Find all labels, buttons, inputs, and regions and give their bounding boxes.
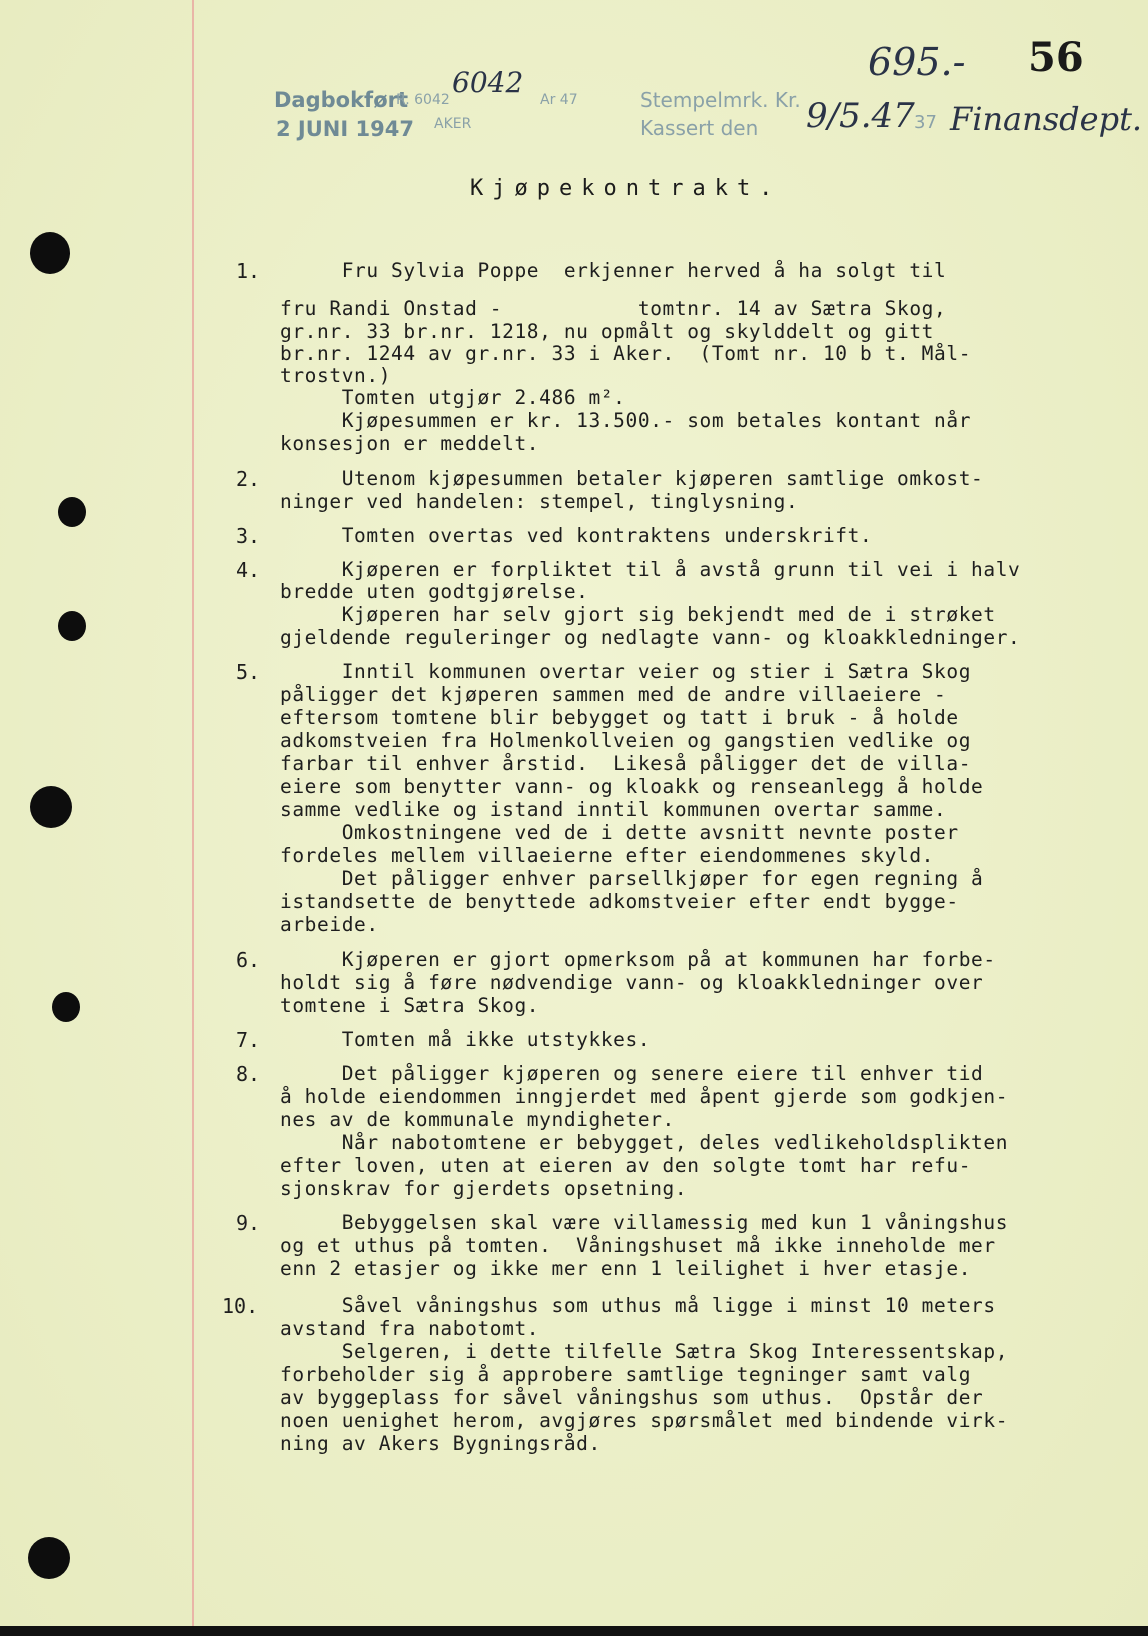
clause-4-line: bredde uten godtgjørelse. — [280, 580, 589, 603]
clause-number: 9. — [236, 1211, 261, 1235]
clause-10-line: noen uenighet herom, avgjøres spørsmålet med bindende virk- — [280, 1409, 1009, 1432]
clause-8-line: å holde eiendommen inngjerdet med åpent gjerde som godkjen- — [280, 1085, 1009, 1108]
register-number-handwritten: 6042 — [452, 66, 524, 99]
clause-5-line: arbeide. — [280, 913, 379, 936]
clause-2-line: ninger ved handelen: stempel, tinglysning. — [280, 490, 799, 513]
date-stamp: 2 JUNI 1947 — [276, 117, 414, 141]
clause-5-line: påligger det kjøperen sammen med de andre villaeiere - — [280, 683, 947, 706]
clause-5-line: eftersom tomtene blir bebygget og tatt i bruk - å holde — [280, 706, 959, 729]
stamp-amount-handwritten: 695.- — [868, 40, 966, 84]
clause-10-line: Såvel våningshus som uthus må ligge i minst 10 meters — [280, 1294, 996, 1317]
clause-number: 1. — [236, 259, 261, 283]
clause-1-line: Kjøpesummen er kr. 13.500.- som betales kontant når — [280, 409, 972, 432]
clause-8-line: sjonskrav for gjerdets opsetning. — [280, 1177, 688, 1200]
clause-1-line: konsesjon er meddelt. — [280, 432, 540, 455]
clause-5-line: Inntil kommunen overtar veier og stier i Sætra Skog — [280, 660, 972, 683]
clause-1-line: Tomten utgjør 2.486 m². — [280, 386, 626, 409]
punch-hole-icon — [58, 497, 86, 527]
clause-number: 2. — [236, 467, 261, 491]
clause-9-line: enn 2 etasjer og ikke mer enn 1 leilighet i hver etasje. — [280, 1257, 972, 1280]
clause-5-line: Det påligger enhver parsellkjøper for egen regning å — [280, 867, 984, 890]
clause-10-line: Selgeren, i dette tilfelle Sætra Skog Interessentskap, — [280, 1340, 1009, 1363]
register-stamp: Dagbokført — [274, 88, 409, 112]
clause-6-line: tomtene i Sætra Skog. — [280, 994, 540, 1017]
clause-3-line: Tomten overtas ved kontraktens underskrift. — [280, 524, 873, 547]
clause-1-line: fru Randi Onstad - tomtnr. 14 av Sætra Skog, — [280, 297, 947, 320]
clause-1-line: Fru Sylvia Poppe erkjenner herved å ha solgt til — [280, 259, 947, 282]
clause-4-line: Kjøperen har selv gjort sig bekjendt med de i strøket — [280, 603, 996, 626]
clause-4-line: Kjøperen er forpliktet til å avstå grunn til vei i halv — [280, 558, 1021, 581]
clause-5-line: istandsette de benyttede adkomstveier efter endt bygge- — [280, 890, 959, 913]
punch-hole-icon — [58, 611, 86, 641]
clause-5-line: farbar til enhver årstid. Likeså påligger det de villa- — [280, 752, 972, 775]
clause-1-line: trostvn.) — [280, 364, 392, 387]
department-handwritten: Finansdept. — [950, 100, 1143, 138]
clause-9-line: Bebyggelsen skal være villamessig med kun 1 våningshus — [280, 1211, 1009, 1234]
clause-6-line: Kjøperen er gjort opmerksom på at kommunen har forbe- — [280, 948, 996, 971]
clause-5-line: adkomstveien fra Holmenkollveien og gangstien vedlike og — [280, 729, 972, 752]
punch-hole-icon — [30, 786, 72, 828]
register-year-stamp: Ar 47 — [540, 92, 578, 108]
clause-number: 5. — [236, 660, 261, 684]
clause-8-line: Når nabotomtene er bebygget, deles vedlikeholdsplikten — [280, 1131, 1009, 1154]
clause-8-line: efter loven, uten at eieren av den solgte tomt har refu- — [280, 1154, 972, 1177]
clause-8-line: nes av de kommunale myndigheter. — [280, 1108, 675, 1131]
clause-number: 8. — [236, 1062, 261, 1086]
punch-hole-icon — [28, 1537, 70, 1579]
page-number: 56 — [1028, 34, 1084, 81]
clause-number: 3. — [236, 524, 261, 548]
margin-rule — [192, 0, 194, 1626]
cancelled-label: Kassert den — [640, 116, 759, 140]
punch-hole-icon — [52, 992, 80, 1022]
register-number-stamp: R. 6042 — [396, 92, 450, 108]
clause-number: 7. — [236, 1028, 261, 1052]
clause-10-line: av byggeplass for såvel våningshus som uthus. Opstår der — [280, 1386, 984, 1409]
place-stamp: AKER — [434, 116, 472, 132]
clause-2-line: Utenom kjøpesummen betaler kjøperen samtlige omkost- — [280, 467, 984, 490]
punch-hole-icon — [30, 232, 70, 274]
clause-8-line: Det påligger kjøperen og senere eiere til enhver tid — [280, 1062, 984, 1085]
clause-10-line: avstand fra nabotomt. — [280, 1317, 540, 1340]
clause-number: 6. — [236, 948, 261, 972]
clause-4-line: gjeldende reguleringer og nedlagte vann- og kloakkledninger. — [280, 626, 1021, 649]
clause-1-line: gr.nr. 33 br.nr. 1218, nu opmålt og skylddelt og gitt — [280, 320, 935, 343]
clause-5-line: Omkostningene ved de i dette avsnitt nevnte poster — [280, 821, 959, 844]
clause-5-line: fordeles mellem villaeierne efter eiendommenes skyld. — [280, 844, 935, 867]
cancel-date-handwritten: 9/5.47 — [806, 96, 915, 136]
year-suffix-stamp: 37 — [914, 112, 937, 133]
stamp-duty-label: Stempelmrk. Kr. — [640, 88, 801, 112]
clause-1-line: br.nr. 1244 av gr.nr. 33 i Aker. (Tomt nr. 10 b t. Mål- — [280, 342, 972, 365]
clause-9-line: og et uthus på tomten. Våningshuset må ikke inneholde mer — [280, 1234, 996, 1257]
clause-10-line: forbeholder sig å approbere samtlige tegninger samt valg — [280, 1363, 972, 1386]
clause-5-line: samme vedlike og istand inntil kommunen overtar samme. — [280, 798, 947, 821]
clause-6-line: holdt sig å føre nødvendige vann- og kloakkledninger over — [280, 971, 984, 994]
document-title: Kjøpekontrakt. — [470, 176, 782, 201]
clause-5-line: eiere som benytter vann- og kloakk og renseanlegg å holde — [280, 775, 984, 798]
clause-number: 10. — [222, 1294, 259, 1318]
clause-number: 4. — [236, 558, 261, 582]
clause-10-line: ning av Akers Bygningsråd. — [280, 1432, 601, 1455]
clause-7-line: Tomten må ikke utstykkes. — [280, 1028, 651, 1051]
